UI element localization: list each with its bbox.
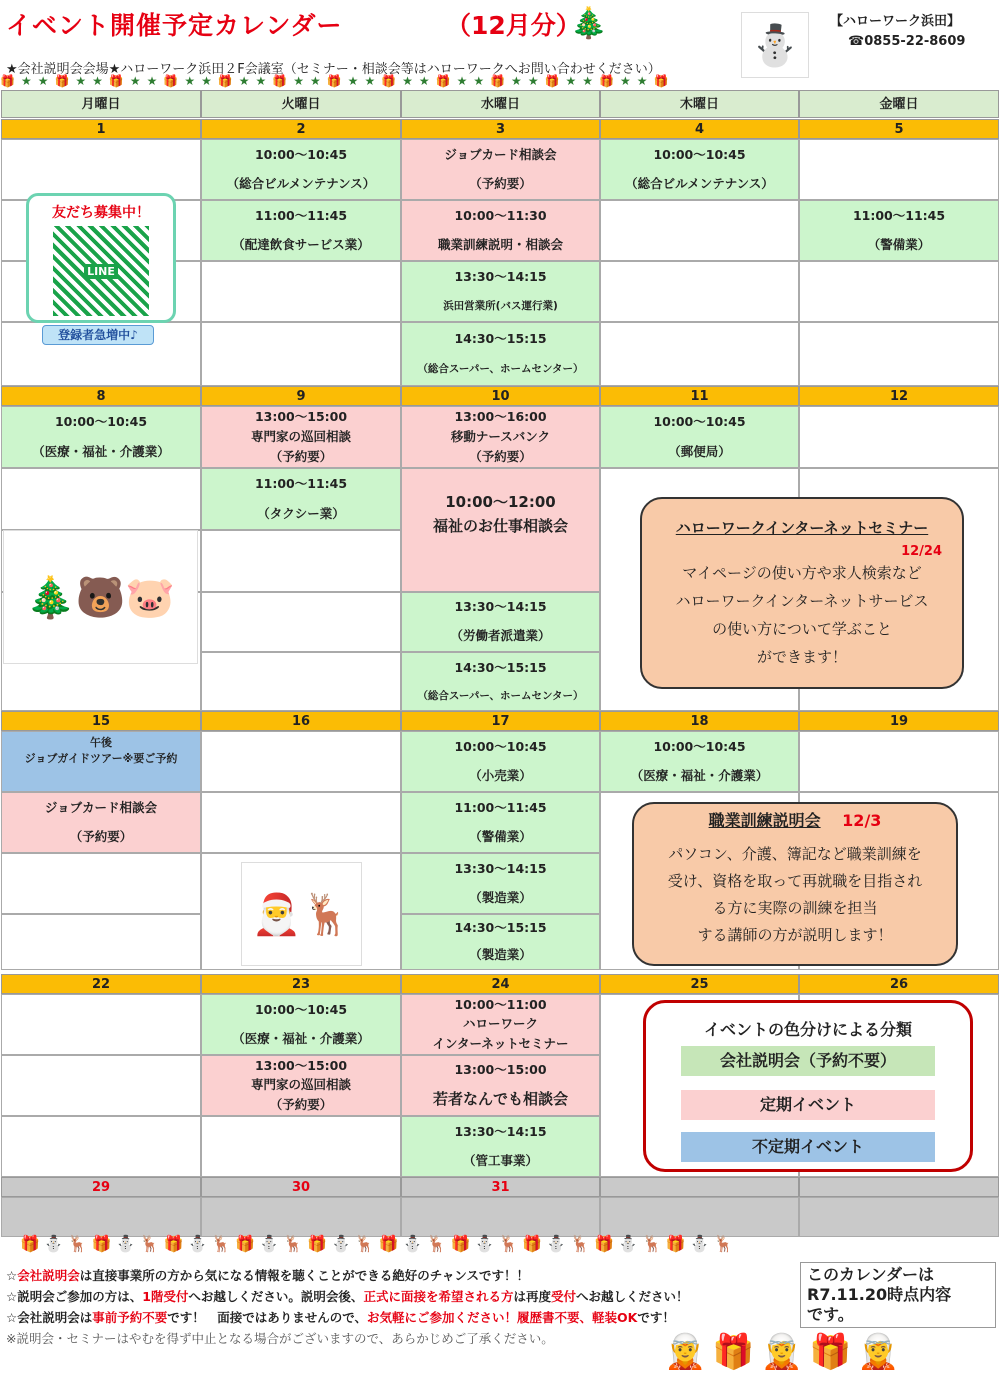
date-cell: 19 [799, 711, 999, 731]
event-note: （予約要） [469, 176, 532, 192]
event-time: 10:00～10:45 [254, 1001, 348, 1017]
event-cell[interactable] [401, 792, 600, 853]
date-cell: 31 [401, 1177, 600, 1197]
date-cell: 16 [201, 711, 401, 731]
event-company: （小売業） [469, 768, 532, 784]
as-of-box [800, 1262, 996, 1328]
callout-line: る方に実際の訓練を担当 [712, 899, 878, 917]
date-cell: 10 [401, 386, 600, 406]
disclaimer: ※説明会・セミナーはやむを得ず中止となる場合がございますので、あらかじめご了承ください。 [6, 1331, 554, 1346]
calendar-cell [201, 322, 401, 386]
as-of-line: R7.11.20時点内容 [807, 1285, 952, 1304]
event-cell[interactable] [401, 1055, 600, 1116]
calendar-cell [201, 792, 401, 853]
event-time: 10:00～10:45 [653, 738, 746, 754]
event-cell[interactable] [600, 406, 799, 468]
note-text: ☆会社説明会 [6, 1310, 80, 1325]
note-highlight: 正式に面接を希望される方 [363, 1289, 514, 1304]
event-title: ハローワーク [462, 1016, 538, 1032]
event-company: （労働者派遣業） [450, 628, 551, 644]
as-of-line: です。 [807, 1305, 854, 1324]
color-legend [643, 1000, 973, 1172]
event-cell[interactable] [401, 731, 600, 792]
calendar-cell [799, 1197, 999, 1237]
event-time: 13:00～16:00 [454, 408, 547, 424]
event-title: 専門家の巡回相談 [250, 428, 351, 444]
calendar-cell [1, 1197, 201, 1237]
event-time: 10:00～10:45 [454, 738, 547, 754]
date-cell: 8 [1, 386, 201, 406]
note-text: は直接事業所の方から気になる情報を聴くことができる絶好のチャンスです！！ [79, 1268, 529, 1283]
event-title: 福祉のお仕事相談会 [432, 516, 568, 535]
event-company: 浜田営業所(バス運行業) [443, 300, 558, 313]
note-line-2 [6, 1287, 689, 1305]
date-cell: 1 [1, 119, 201, 139]
event-cell[interactable] [401, 200, 600, 261]
event-cell[interactable] [600, 731, 799, 792]
event-title: 職業訓練説明・相談会 [437, 237, 563, 253]
weekday-wed: 水曜日 [401, 90, 600, 118]
page-title: イベント開催予定カレンダー [6, 11, 343, 40]
callout-line: マイページの使い方や求人検索など [682, 564, 922, 582]
calendar-cell [1, 914, 201, 970]
date-cell [600, 1177, 799, 1197]
date-cell: 11 [600, 386, 799, 406]
note-text: は [79, 1310, 93, 1325]
event-time: 11:00～11:45 [254, 207, 348, 223]
event-company: （警備業） [867, 237, 931, 253]
event-time: 10:00～11:30 [454, 207, 547, 223]
event-company: （製造業） [469, 947, 532, 963]
event-note: （予約要） [269, 1097, 333, 1113]
date-cell: 9 [201, 386, 401, 406]
event-time: 14:30～15:15 [454, 920, 547, 936]
event-cell[interactable] [1, 792, 201, 853]
training-seminar-callout[interactable] [632, 802, 958, 966]
date-cell: 22 [1, 974, 201, 994]
callout-date: 12/24 [901, 544, 942, 559]
event-cell[interactable] [201, 468, 401, 530]
event-time: 13:00～15:00 [454, 1061, 547, 1077]
calendar-cell [799, 261, 999, 322]
office-phone: ☎0855-22-8609 [848, 34, 966, 49]
calendar-cell [799, 731, 999, 792]
event-cell[interactable] [1, 731, 201, 792]
event-company: （総合スーパー、ホームセンター） [417, 363, 584, 376]
line-friend-card[interactable] [26, 193, 176, 323]
event-time: 13:00～15:00 [254, 408, 348, 424]
note-text: は再度 [513, 1289, 551, 1304]
event-cell[interactable] [401, 139, 600, 200]
callout-title: ハローワークインターネットセミナー [675, 519, 929, 537]
callout-date: 12/3 [842, 811, 882, 830]
date-cell: 2 [201, 119, 401, 139]
note-text: へお越しください。説明会後、 [188, 1289, 364, 1304]
event-time: 10:00～10:45 [653, 413, 746, 429]
calendar-cell [600, 261, 799, 322]
date-cell: 26 [799, 974, 999, 994]
legend-item-company: 会社説明会（予約不要） [681, 1046, 935, 1076]
elves-illustration: 🧝🎁🧝🎁🧝 [664, 1332, 906, 1372]
internet-seminar-callout[interactable] [640, 497, 964, 689]
event-cell[interactable] [201, 994, 401, 1055]
event-company: （総合ビルメンテナンス） [226, 176, 376, 192]
event-time: 午後 [90, 736, 112, 749]
weekday-fri: 金曜日 [799, 90, 999, 118]
callout-line: ができます！ [756, 648, 847, 666]
calendar-cell [1, 853, 201, 914]
garland-top-decoration: 🎁★★🎁★★🎁★★🎁★★🎁★★🎁★★🎁★★🎁★★🎁★★🎁★★🎁★★🎁★★🎁 [0, 74, 675, 88]
event-time: 13:30～14:15 [454, 1123, 547, 1139]
note-text: です！ 面接ではありませんので、 [167, 1310, 368, 1325]
event-time: 10:00～10:45 [54, 413, 148, 429]
event-cell[interactable] [201, 139, 401, 200]
date-cell: 4 [600, 119, 799, 139]
event-title: 若者なんでも相談会 [432, 1089, 568, 1108]
event-time: 10:00～12:00 [445, 493, 556, 511]
date-cell: 5 [799, 119, 999, 139]
event-title: インターネットセミナー [432, 1036, 569, 1052]
calendar-cell [600, 200, 799, 261]
date-cell: 24 [401, 974, 600, 994]
note-text: へお越しください！ [575, 1289, 689, 1304]
event-time: 10:00～11:00 [454, 996, 547, 1012]
event-cell[interactable] [401, 1116, 600, 1177]
calendar-cell [201, 1197, 401, 1237]
date-cell: 17 [401, 711, 600, 731]
event-title: 移動ナースバンク [450, 428, 551, 444]
note-highlight: 受付 [550, 1289, 576, 1304]
date-cell: 30 [201, 1177, 401, 1197]
event-time: 11:00～11:45 [454, 799, 547, 815]
note-highlight: 事前予約不要 [92, 1310, 168, 1325]
legend-item-irregular: 不定期イベント [681, 1132, 935, 1162]
event-cell[interactable] [799, 200, 999, 261]
event-cell[interactable] [401, 914, 600, 970]
event-company: （郵便局） [668, 443, 731, 459]
callout-line: ハローワークインターネットサービス [675, 592, 929, 610]
calendar-cell [799, 406, 999, 468]
event-company: （タクシー業） [257, 505, 345, 521]
note-text: です！ [637, 1310, 675, 1325]
calendar-cell [1, 1116, 201, 1177]
event-time: 13:30～14:15 [454, 860, 547, 876]
weekday-thu: 木曜日 [600, 90, 799, 118]
snowman-illustration: ⛄ [741, 12, 809, 78]
calendar-cell [201, 652, 401, 711]
calendar-cell [401, 1197, 600, 1237]
event-title: ジョブカード相談会 [444, 146, 557, 162]
event-cell[interactable] [401, 592, 600, 652]
event-time: 11:00～11:45 [254, 475, 348, 491]
event-company: （総合スーパー、ホームセンター） [417, 689, 584, 702]
note-text: ☆ [6, 1268, 18, 1283]
callout-line: の使い方について学ぶこと [712, 620, 892, 638]
note-line-1 [6, 1266, 529, 1284]
event-time: 13:00～15:00 [254, 1057, 348, 1073]
callout-line: 受け、資格を取って再就職を目指され [667, 872, 923, 890]
weekday-mon: 月曜日 [1, 90, 201, 118]
event-cell[interactable] [401, 261, 600, 322]
venue-note: ★会社説明会会場★ハローワーク浜田２F会議室（セミナー・相談会等はハローワークへお問い合わせください） [6, 62, 661, 77]
event-cell[interactable] [401, 853, 600, 914]
note-line-3 [6, 1308, 675, 1326]
calendar-cell [201, 731, 401, 792]
event-cell[interactable] [600, 139, 799, 200]
as-of-line: このカレンダーは [807, 1265, 934, 1284]
callout-line: パソコン、介護、簿記など職業訓練を [668, 845, 922, 863]
calendar-cell [799, 139, 999, 200]
date-cell: 3 [401, 119, 600, 139]
event-cell[interactable] [401, 406, 600, 468]
callout-title: 職業訓練説明会 [708, 811, 821, 830]
line-card-title: 友だち募集中！ [52, 205, 150, 221]
calendar-cell [799, 322, 999, 386]
line-badge: 登録者急増中♪ [42, 325, 154, 345]
wreath-icon: 🎄 [570, 6, 608, 41]
event-company: （製造業） [469, 890, 532, 906]
calendar-cell [201, 261, 401, 322]
event-cell[interactable] [201, 1055, 401, 1116]
legend-item-regular: 定期イベント [681, 1090, 935, 1120]
event-time: 10:00～10:45 [254, 146, 348, 162]
event-cell[interactable] [401, 322, 600, 386]
event-title: ジョブガイドツアー※要ご予約 [24, 752, 178, 766]
event-company: （管工事業） [462, 1153, 538, 1169]
legend-title: イベントの色分けによる分類 [703, 1020, 912, 1039]
event-cell[interactable] [401, 468, 600, 592]
date-cell: 23 [201, 974, 401, 994]
event-cell[interactable] [401, 994, 600, 1055]
santa-sleigh-illustration: 🎅🦌 [241, 862, 362, 966]
line-logo: LINE [84, 264, 118, 279]
office-name: 【ハローワーク浜田】 [830, 14, 961, 29]
date-cell: 29 [1, 1177, 201, 1197]
event-time: 13:30～14:15 [454, 599, 547, 615]
calendar-cell [1, 468, 201, 530]
date-cell: 18 [600, 711, 799, 731]
calendar-cell [1, 1055, 201, 1116]
event-title: ジョブカード相談会 [44, 799, 158, 815]
event-title: 専門家の巡回相談 [250, 1077, 351, 1093]
note-highlight: 1階受付 [142, 1289, 189, 1304]
event-time: 14:30～15:15 [454, 331, 547, 347]
event-note: （予約要） [269, 448, 333, 464]
event-cell[interactable] [1, 406, 201, 468]
calendar-cell [600, 322, 799, 386]
qr-code-icon [53, 226, 149, 316]
event-company: （医療・福祉・介護業） [32, 443, 170, 459]
month-label: （12月分） [446, 11, 581, 40]
weekday-tue: 火曜日 [201, 90, 401, 118]
event-cell[interactable] [201, 200, 401, 261]
date-cell [799, 1177, 999, 1197]
garland-bottom-decoration: 🎁⛄🦌🎁⛄🦌🎁⛄🦌🎁⛄🦌🎁⛄🦌🎁⛄🦌🎁⛄🦌🎁⛄🦌🎁⛄🦌🎁⛄🦌 [20, 1234, 738, 1253]
event-note: （予約要） [69, 829, 133, 845]
christmas-animals-illustration: 🎄🐻🐷 [3, 530, 198, 664]
event-note: （予約要） [469, 448, 532, 464]
calendar-cell [201, 592, 401, 652]
note-highlight: 会社説明会 [17, 1268, 80, 1283]
date-cell: 15 [1, 711, 201, 731]
event-company: （医療・福祉・介護業） [232, 1031, 370, 1047]
event-cell[interactable] [201, 406, 401, 468]
calendar-cell [1, 139, 201, 200]
note-highlight: お気軽にご参加ください！履歴書不要、軽装OK [367, 1310, 638, 1325]
event-company: （配達飲食サービス業） [232, 237, 370, 253]
event-company: （総合ビルメンテナンス） [625, 176, 774, 192]
date-cell: 12 [799, 386, 999, 406]
event-time: 13:30～14:15 [454, 269, 547, 285]
event-cell[interactable] [401, 652, 600, 711]
date-cell: 25 [600, 974, 799, 994]
calendar-cell [201, 530, 401, 592]
callout-line: する講師の方が説明します！ [697, 926, 893, 944]
note-text: ☆説明会ご参加の方は、 [6, 1289, 143, 1304]
event-time: 11:00～11:45 [852, 207, 946, 223]
calendar-cell [201, 1116, 401, 1177]
calendar-cell [1, 994, 201, 1055]
event-time: 10:00～10:45 [653, 146, 746, 162]
calendar-cell [600, 1197, 799, 1237]
event-time: 14:30～15:15 [454, 659, 547, 675]
event-company: （警備業） [469, 829, 532, 845]
event-company: （医療・福祉・介護業） [630, 768, 769, 784]
